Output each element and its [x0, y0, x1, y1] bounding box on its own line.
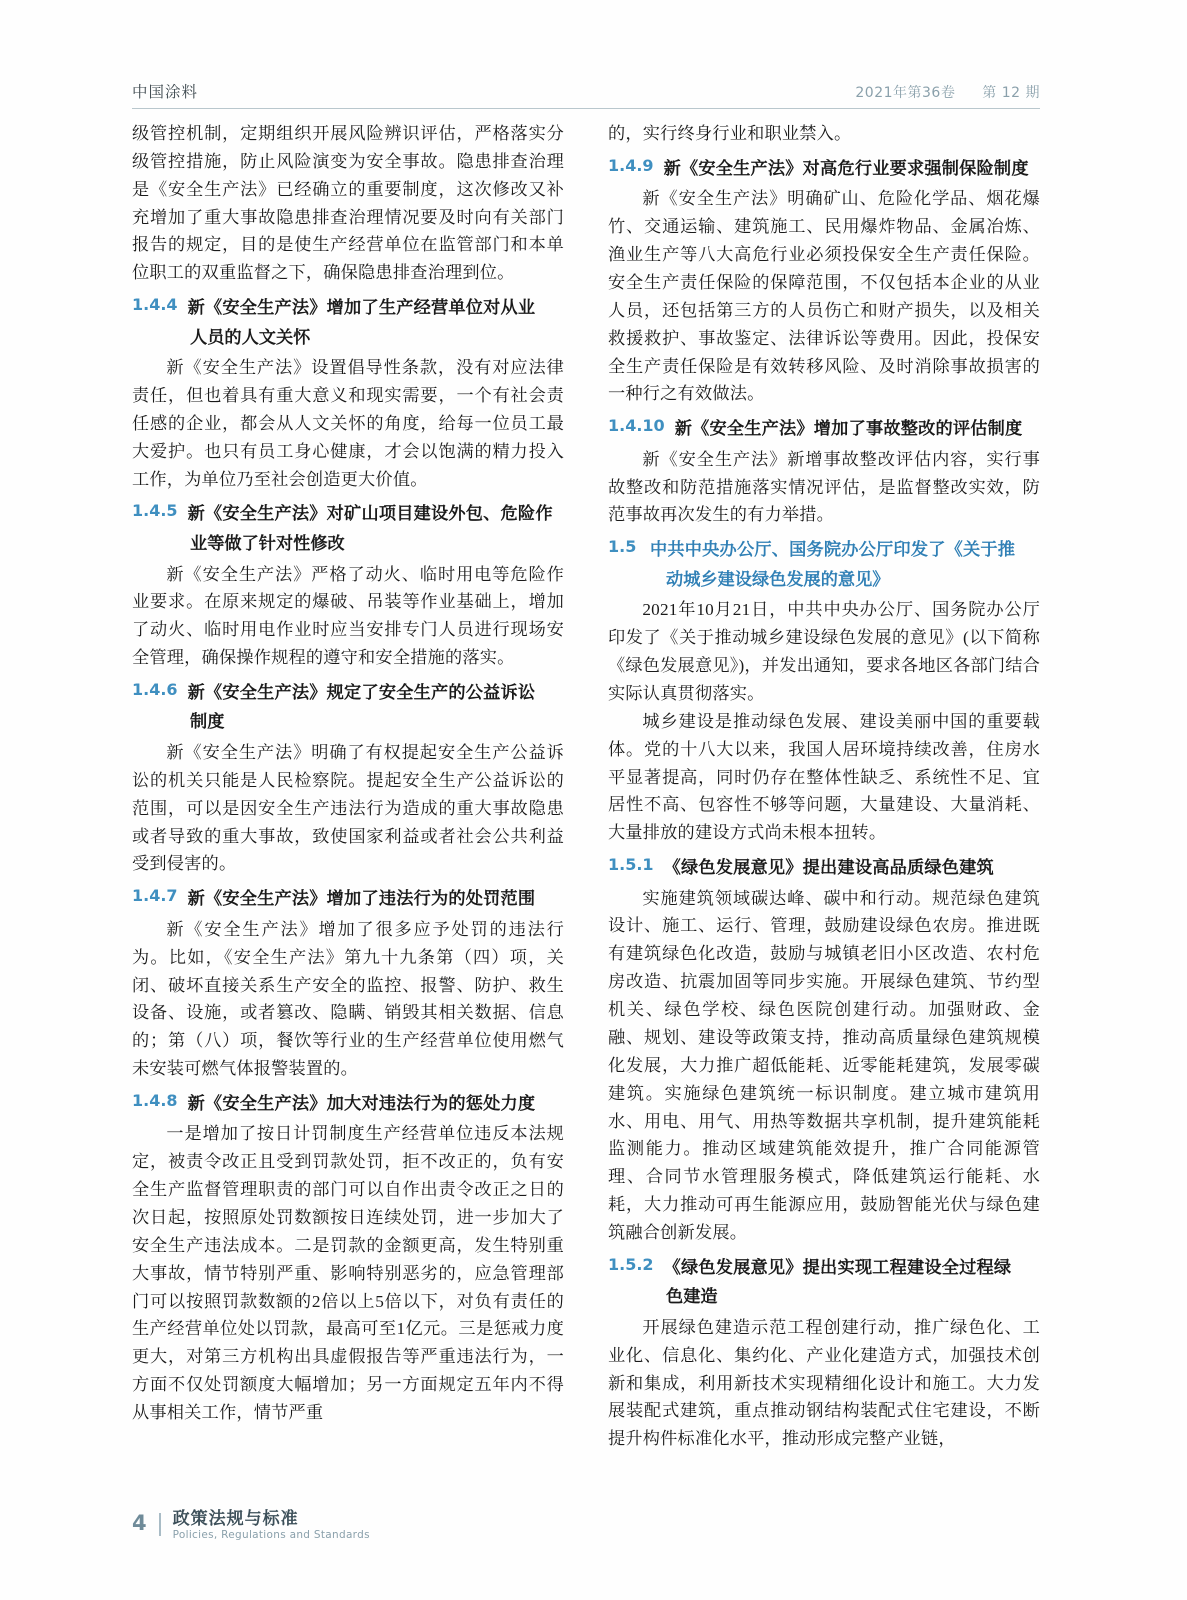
heading-1-4-4 [132, 294, 564, 351]
heading-1-4-6 [132, 679, 564, 736]
heading-number: 1.4.7 [132, 886, 178, 906]
paragraph: 的，实行终身行业和职业禁入。 [608, 124, 852, 143]
heading-number: 1.5 [608, 537, 637, 557]
heading-text: 新《安全生产法》增加了事故整改的评估制度 [674, 419, 1023, 439]
heading-text: 新《安全生产法》对矿山项目建设外包、危险作 [187, 504, 553, 524]
paragraph: 实施建筑领域碳达峰、碳中和行动。规范绿色建筑设计、施工、运行、管理，鼓励建设绿色农房。推进既有建筑绿色化改造，鼓励与城镇老旧小区改造、农村危房改造、抗震加固等同步实施。开展绿色建筑、节约型机关、绿色学校、绿色医院创建行动。加强财政、金融、规划、建设等政策支持，推动高质量绿色建筑规模化发展，大力推广超低能耗、近零能耗建筑，发展零碳建筑。实施绿色建筑统一标识制度。建立城市建筑用水、用电、用气、用热等数据共享机制，提升建筑能耗监测能力。推动区域建筑能效提升，推广合同能源管理、合同节水管理服务模式，降低建筑运行能耗、水耗，大力推动可再生能源应用，鼓励智能光伏与绿色建筑融合创新发展。 [608, 888, 1040, 1242]
section-title-cn: 政策法规与标准 [172, 1508, 299, 1528]
heading-text-line2: 业等做了针对性修改 [190, 534, 345, 553]
heading-number: 1.4.9 [608, 155, 654, 175]
paragraph: 新《安全生产法》新增事故整改评估内容，实行事故整改和防范措施落实情况评估，是监督整改实效，防范事故再次发生的有力举措。 [608, 449, 1040, 525]
heading-1-4-7 [132, 885, 564, 913]
heading-number: 1.5.2 [608, 1254, 654, 1274]
heading-1-4-5 [132, 500, 564, 557]
heading-text: 中共中央办公厅、国务院办公厅印发了《关于推 [650, 540, 1016, 560]
heading-text: 新《安全生产法》加大对违法行为的惩处力度 [187, 1093, 536, 1113]
heading-number: 1.4.4 [132, 295, 178, 315]
heading-text: 新《安全生产法》对高危行业要求强制保险制度 [663, 158, 1029, 178]
heading-text: 新《安全生产法》增加了生产经营单位对从业 [187, 298, 536, 318]
heading-text: 《绿色发展意见》提出建设高品质绿色建筑 [663, 858, 994, 878]
heading-number: 1.5.1 [608, 855, 654, 875]
volume-label: 2021年第36卷 [855, 85, 956, 101]
heading-1-4-8 [132, 1090, 564, 1118]
heading-1-5-1 [608, 854, 1040, 882]
paragraph: 新《安全生产法》设置倡导性条款，没有对应法律责任，但也着具有重大意义和现实需要，一个有社会责任感的企业，都会从人文关怀的角度，给每一位员工最大爱护。也只有员工身心健康，才会以饱满的精力投入工作，为单位乃至社会创造更大价值。 [132, 358, 564, 489]
heading-1-4-9 [608, 155, 1040, 183]
issue-info [855, 82, 1040, 102]
heading-text-line2: 人员的人文关怀 [190, 327, 311, 347]
paragraph: 新《安全生产法》增加了很多应予处罚的违法行为。比如，《安全生产法》第九十九条第（四）项，关闭、破坏直接关系生产安全的监控、报警、防护、救生设备、设施，或者篡改、隐瞒、销毁其相关数据、信息的；第（八）项，餐饮等行业的生产经营单位使用燃气未安装可燃气体报警装置的。 [132, 919, 564, 1079]
heading-text: 新《安全生产法》规定了安全生产的公益诉讼 [187, 682, 536, 702]
heading-number: 1.4.5 [132, 501, 178, 521]
heading-text-line2: 色建造 [666, 1287, 718, 1307]
page-header [132, 80, 1040, 109]
heading-text-line2: 动城乡建设绿色发展的意见》 [666, 569, 890, 589]
paragraph: 新《安全生产法》明确了有权提起安全生产公益诉讼的机关只能是人民检察院。提起安全生产公益诉讼的范围，可以是因安全生产违法行为造成的重大事故隐患或者导致的重大事故，致使国家利益或者社会公共利益受到侵害的。 [132, 742, 564, 874]
heading-text: 《绿色发展意见》提出实现工程建设全过程绿 [663, 1257, 1012, 1277]
paragraph: 新《安全生产法》严格了动火、临时用电等危险作业要求。在原来规定的爆破、吊装等作业基础上，增加了动火、临时用电作业时应当安排专门人员进行现场安全管理，确保操作规程的遵守和安全措施的落实。 [132, 564, 564, 668]
heading-text: 新《安全生产法》增加了违法行为的处罚范围 [187, 889, 536, 909]
page-number: 4 [132, 1513, 161, 1536]
journal-name: 中国涂料 [132, 83, 199, 101]
paragraph: 开展绿色建造示范工程创建行动，推广绿色化、工业化、信息化、集约化、产业化建造方式，加强技术创新和集成，利用新技术实现精细化设计和施工。大力发展装配式建筑，重点推动钢结构装配式住宅建设，不断提升构件标准化水平，推动形成完整产业链， [608, 1317, 1040, 1449]
section-title-en: Policies, Regulations and Standards [172, 1528, 370, 1541]
heading-1-5-2 [608, 1254, 1040, 1311]
heading-1-5 [608, 536, 1040, 593]
heading-text-line2: 制度 [190, 712, 225, 732]
paragraph: 一是增加了按日计罚制度生产经营单位违反本法规定，被责令改正且受到罚款处罚，拒不改正的，负有安全生产监督管理职责的部门可以自作出责令改正之日的次日起，按照原处罚数额按日连续处罚，进一步加大了安全生产违法成本。二是罚款的金额更高，发生特别重大事故，情节特别严重、影响特别恶劣的，应急管理部门可以按照罚款数额的2倍以上5倍以下，对负有责任的生产经营单位处以罚款，最高可至1亿元。三是惩戒力度更大，对第三方机构出具虚假报告等严重违法行为，一方面不仅处罚额度大幅增加；另一方面规定五年内不得从事相关工作，情节严重 [132, 1124, 564, 1423]
page-footer [132, 1508, 1040, 1542]
issue-label: 第 12 期 [982, 85, 1040, 101]
paragraph: 级管控机制，定期组织开展风险辨识评估，严格落实分级管控措施，防止风险演变为安全事故。隐患排查治理是《安全生产法》已经确立的重要制度，这次修改又补充增加了重大事故隐患排查治理情况要及时向有关部门报告的规定，目的是使生产经营单位在监管部门和本单位职工的双重监督之下，确保隐患排查治理到位。 [132, 124, 564, 283]
paragraph: 2021年10月21日，中共中央办公厅、国务院办公厅印发了《关于推动城乡建设绿色发展的意见》(以下简称《绿色发展意见》)，并发出通知，要求各地区各部门结合实际认真贯彻落实。 [608, 600, 1041, 703]
heading-1-4-10 [608, 415, 1040, 443]
paragraph: 新《安全生产法》明确矿山、危险化学品、烟花爆竹、交通运输、建筑施工、民用爆炸物品、金属冶炼、渔业生产等八大高危行业必须投保安全生产责任保险。安全生产责任保险的保障范围，不仅包括本企业的从业人员，还包括第三方的人员伤亡和财产损失，以及相关救援救护、事故鉴定、法律诉讼等费用。因此，投保安全生产责任保险是有效转移风险、及时消除事故损害的一种行之有效做法。 [608, 189, 1040, 404]
footer-section [173, 1508, 370, 1542]
heading-number: 1.4.8 [132, 1090, 178, 1110]
right-column [608, 120, 1040, 1450]
left-column [132, 120, 564, 1450]
heading-number: 1.4.6 [132, 679, 178, 699]
heading-number: 1.4.10 [608, 416, 665, 436]
paragraph: 城乡建设是推动绿色发展、建设美丽中国的重要载体。党的十八大以来，我国人居环境持续改善，住房水平显著提高，同时仍存在整体性缺乏、系统性不足、宜居性不高、包容性不够等问题，大量建设、大量消耗、大量排放的建设方式尚未根本扭转。 [608, 711, 1040, 843]
body-columns [132, 120, 1040, 1450]
